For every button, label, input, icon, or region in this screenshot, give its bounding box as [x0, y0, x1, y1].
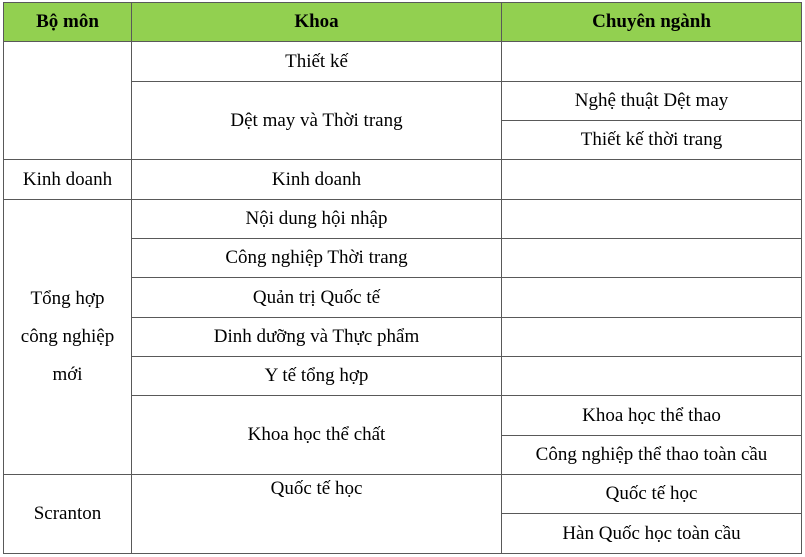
header-row — [4, 3, 802, 42]
department-line: mới — [52, 363, 83, 385]
faculty-cell: Thiết kế — [132, 42, 502, 81]
major-cell-empty — [502, 199, 802, 238]
header-department: Bộ môn — [4, 3, 132, 42]
faculty-cell: Y tế tổng hợp — [132, 357, 502, 396]
major-cell-empty — [502, 357, 802, 396]
major-cell: Nghệ thuật Dệt may — [502, 81, 802, 120]
major-cell: Quốc tế học — [502, 475, 802, 514]
faculty-cell: Dinh dưỡng và Thực phẩm — [132, 317, 502, 356]
table-row — [4, 42, 802, 81]
header-major: Chuyên ngành — [502, 3, 802, 42]
major-cell: Hàn Quốc học toàn cầu — [502, 514, 802, 554]
major-cell: Khoa học thể thao — [502, 396, 802, 435]
table-row — [4, 199, 802, 238]
department-cell-design — [4, 42, 132, 160]
faculty-cell: Khoa học thể chất — [132, 396, 502, 475]
major-cell-empty — [502, 317, 802, 356]
major-cell-empty — [502, 278, 802, 317]
faculty-cell: Nội dung hội nhập — [132, 199, 502, 238]
major-cell: Công nghiệp thể thao toàn cầu — [502, 435, 802, 474]
table-row — [4, 475, 802, 514]
faculty-cell: Dệt may và Thời trang — [132, 81, 502, 160]
major-cell-empty — [502, 160, 802, 199]
faculty-cell: Kinh doanh — [132, 160, 502, 199]
department-cell: Kinh doanh — [4, 160, 132, 199]
department-line: Tổng hợp — [30, 287, 105, 309]
major-cell-empty — [502, 239, 802, 278]
major-cell: Thiết kế thời trang — [502, 121, 802, 160]
department-cell: Scranton — [4, 475, 132, 554]
table-row — [4, 160, 802, 199]
department-line: công nghiệp — [20, 325, 115, 347]
faculty-cell: Công nghiệp Thời trang — [132, 239, 502, 278]
header-faculty: Khoa — [132, 3, 502, 42]
faculty-cell: Quốc tế học — [132, 475, 502, 554]
department-cell-emerging — [4, 199, 132, 474]
faculty-cell: Quản trị Quốc tế — [132, 278, 502, 317]
programs-table — [3, 2, 802, 554]
major-cell-empty — [502, 42, 802, 81]
